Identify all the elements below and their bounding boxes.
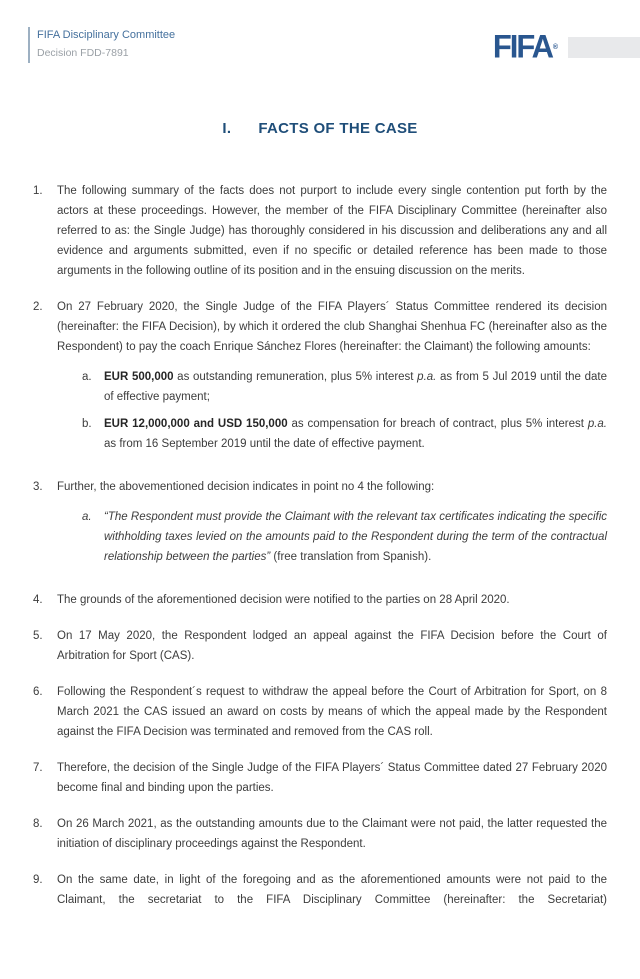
item-number: 5.	[33, 630, 43, 642]
item-number: 6.	[33, 686, 43, 698]
item-number: 4.	[33, 594, 43, 606]
item-text: On the same date, in light of the foregoing and as the aforementioned amounts were not paid to the Claimant, the secretariat to the FIFA Disciplinary Committee (hereinafter: the Secretariat)	[57, 874, 607, 906]
fifa-logo-text: FIFA	[492, 28, 552, 65]
item-text: The following summary of the facts does not purport to include every single contention put forth by the actors at these proceedings. However, the member of the FIFA Disciplinary Committee (hereinafter also referred to as: the Single Judge) has thoroughly considered in his discussion and deliberations any and all evidence and arguments submitted, even if no specific or detailed reference has been made to those arguments in the following outline of its position and in the ensuing discussion on the merits.	[57, 185, 607, 277]
sub-item-2a	[82, 367, 607, 407]
sub-item-text: EUR 12,000,000 and USD 150,000 as compensation for breach of contract, plus 5% interest p.a. as from 16 September 2019 until the date of effective payment.	[104, 418, 607, 450]
redaction-box	[568, 37, 640, 58]
item-body	[57, 682, 607, 742]
item-body	[57, 297, 607, 461]
fact-item-8	[33, 814, 607, 854]
sub-item-label: a.	[82, 371, 92, 383]
registered-mark-icon: ®	[552, 43, 558, 52]
sub-list	[57, 367, 607, 454]
sub-item-label: a.	[82, 511, 92, 523]
item-text: On 17 May 2020, the Respondent lodged an appeal against the FIFA Decision before the Court of Arbitration for Sport (CAS).	[57, 630, 607, 662]
sub-item-text: “The Respondent must provide the Claimant with the relevant tax certificates indicating the specific withholding taxes levied on the amounts paid to the Respondent during the term of the contractual relationship between the parties” (free translation from Spanish).	[104, 511, 607, 563]
item-text: Therefore, the decision of the Single Judge of the FIFA Players´ Status Committee dated 27 February 2020 become final and binding upon the parties.	[57, 762, 607, 794]
fact-item-5	[33, 626, 607, 666]
fifa-logo	[492, 28, 558, 65]
item-text: Following the Respondent´s request to withdraw the appeal before the Court of Arbitration for Sport, on 8 March 2021 the CAS issued an award on costs by means of which the appeal made by the Respondent against the FIFA Decision was terminated and removed from the CAS roll.	[57, 686, 607, 738]
item-body	[57, 590, 607, 610]
fact-item-9	[33, 870, 607, 910]
section-title	[0, 120, 640, 137]
item-number: 8.	[33, 818, 43, 830]
committee-label: FIFA Disciplinary Committee	[37, 29, 176, 41]
decision-number: Decision FDD-7891	[37, 47, 129, 59]
fact-item-1	[33, 181, 607, 281]
item-number: 9.	[33, 874, 43, 886]
section-numeral: I.	[222, 120, 232, 138]
item-text: Further, the abovementioned decision indicates in point no 4 the following:	[57, 481, 435, 493]
item-text: On 26 March 2021, as the outstanding amounts due to the Claimant were not paid, the latter requested the initiation of disciplinary proceedings against the Respondent.	[57, 818, 607, 850]
fact-item-3	[33, 477, 607, 574]
fact-item-4	[33, 590, 607, 610]
item-text: The grounds of the aforementioned decision were notified to the parties on 28 April 2020.	[57, 594, 510, 606]
sub-list	[57, 507, 607, 567]
fact-item-7	[33, 758, 607, 798]
sub-item-3a	[82, 507, 607, 567]
item-number: 1.	[33, 185, 43, 197]
section-heading: FACTS OF THE CASE	[258, 120, 418, 138]
item-text: On 27 February 2020, the Single Judge of the FIFA Players´ Status Committee rendered its decision (hereinafter: the FIFA Decision), by which it ordered the club Shanghai Shenhua FC (hereinafter also as the Respondent) to pay the coach Enrique Sánchez Flores (hereinafter: the Claimant) the following amounts:	[57, 301, 607, 353]
item-body	[57, 181, 607, 281]
item-number: 3.	[33, 481, 43, 493]
fact-item-6	[33, 682, 607, 742]
item-body	[57, 758, 607, 798]
item-body	[57, 477, 607, 574]
sub-item-text: EUR 500,000 as outstanding remuneration, plus 5% interest p.a. as from 5 Jul 2019 until the date of effective payment;	[104, 371, 607, 403]
item-body	[57, 814, 607, 854]
item-number: 7.	[33, 762, 43, 774]
header-brand	[492, 28, 640, 65]
facts-list	[33, 181, 607, 926]
item-body	[57, 870, 607, 910]
page-header	[28, 27, 640, 71]
sub-item-label: b.	[82, 418, 92, 430]
sub-item-2b	[82, 414, 607, 454]
item-number: 2.	[33, 301, 43, 313]
item-body	[57, 626, 607, 666]
fact-item-2	[33, 297, 607, 461]
